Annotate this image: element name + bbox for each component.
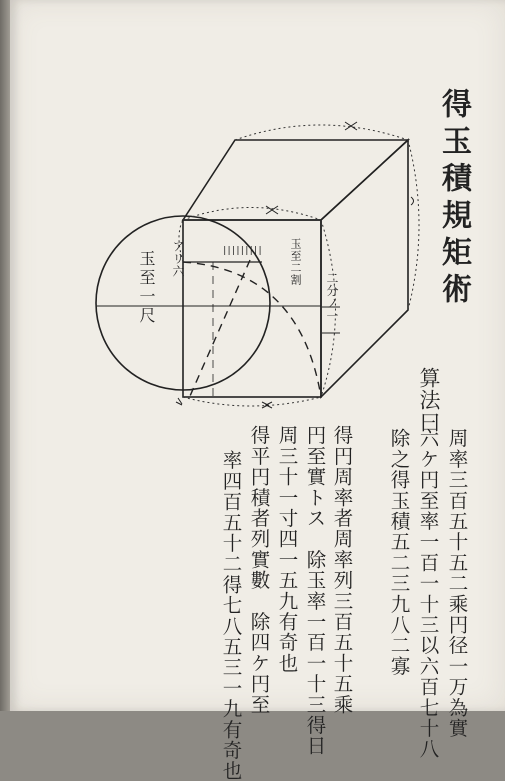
label-sagitta: 玉至二割: [289, 238, 302, 286]
method-line-2: 六ケ円至率一百一十三以六百七十八: [416, 428, 440, 760]
method-line-3: 除之得玉積五二三九八二寡: [387, 428, 411, 677]
dashed-diagonal: [190, 260, 250, 396]
tick-mark-bottom-left: [176, 398, 182, 405]
explanation-line-2: 円至實トス 除玉率一百一十三得日: [303, 425, 327, 757]
explanation-line-1: 得円周率者周率列三百五十五乘: [330, 425, 354, 715]
label-diameter: 玉至一尺: [137, 250, 156, 326]
cube-top-face: [183, 140, 408, 220]
explanation-line-4: 得平円積者列實數 除四ケ円至: [247, 425, 271, 715]
page-title: 得玉積規矩術: [436, 88, 471, 310]
explanation-line-5: 率四百五十二得七八五三一九有奇也: [219, 450, 243, 781]
explanation-line-3: 周三十一寸四一五九有奇也: [275, 425, 299, 674]
dotted-bottom-arc: [183, 397, 321, 406]
bowtie-mark-mid: [266, 206, 278, 214]
bowtie-mark-top: [345, 122, 357, 130]
dotted-top-arc: [235, 125, 408, 140]
cube-right-face: [321, 140, 408, 397]
method-line-1: 周率三百五十五㆓乘円径一万為實: [445, 428, 469, 739]
tick-mark-right: [411, 197, 414, 205]
dotted-right-arc: [408, 140, 419, 310]
method-heading: 算法曰: [417, 367, 441, 434]
bowtie-mark-bottom: [262, 402, 272, 408]
label-small-b: 二分ノ一: [325, 272, 339, 322]
label-small-a: アリ六: [171, 240, 185, 278]
scale-ticks: |||||||||: [222, 246, 262, 256]
